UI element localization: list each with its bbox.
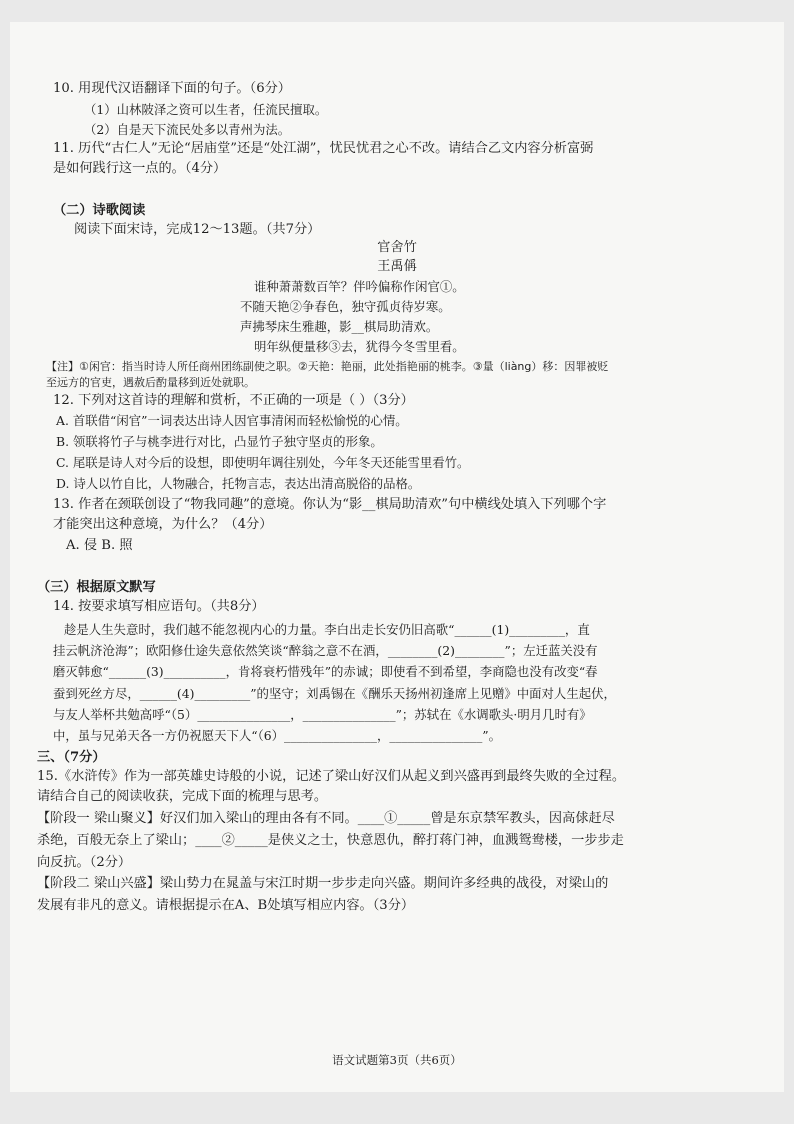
poem-note-line-1: 【注】①闲官：指当时诗人所任商州团练副使之职。②天艳：艳丽，此处指艳丽的桃李。③量（liàng）移：因罪被贬 — [46, 360, 609, 373]
question-11-line-2: 是如何践行这一点的。（4分） — [53, 161, 227, 176]
question-13-options: A. 侵 B. 照 — [66, 538, 133, 553]
poem-line-4: 明年纵便量移③去，犹得今冬雪里看。 — [254, 339, 465, 354]
part-three-heading: 三、（7分） — [37, 750, 106, 765]
stage-1-line-1: 【阶段一 梁山聚义】好汉们加入梁山的理由各有不同。____①_____曾是东京禁军教头，因高俅赶尽 — [37, 811, 615, 826]
question-11-line-1: 11. 历代“古仁人”无论“居庙堂”还是“处江湖”，忧民忧君之心不改。请结合乙文内容分析富弼 — [53, 141, 594, 156]
question-15-line-2: 请结合自己的阅读收获，完成下面的梳理与思考。 — [37, 789, 328, 804]
poetry-intro: 阅读下面宋诗，完成12～13题。（共7分） — [74, 222, 321, 237]
poem-line-1: 谁种萧萧数百竿？伴吟偏称作闲官①。 — [254, 279, 465, 294]
stage-2-line-1: 【阶段二 梁山兴盛】梁山势力在晁盖与宋江时期一步步走向兴盛。期间许多经典的战役，对梁山的 — [37, 876, 609, 891]
question-10: 10. 用现代汉语翻译下面的句子。（6分） — [53, 81, 291, 96]
poem-note-line-2: 至远方的官吏，遇赦后酌量移到近处就职。 — [46, 376, 255, 389]
section-poetry-heading: （二）诗歌阅读 — [53, 203, 146, 218]
exam-page — [10, 22, 784, 1092]
question-14-line-6: 中，虽与兄弟天各一方仍祝愿天下人“（6）_______________，_______________”。 — [53, 728, 502, 743]
page-content — [10, 22, 784, 1092]
poem-line-2: 不随天艳②争春色，独守孤贞待岁寒。 — [240, 299, 451, 314]
stage-1-line-3: 向反抗。（2分） — [37, 855, 132, 870]
question-12-option-d: D. 诗人以竹自比，人物融合，托物言志，表达出清高脱俗的品格。 — [56, 476, 421, 491]
question-14-line-2: 挂云帆济沧海”；欧阳修仕途失意依然笑谈“醉翁之意不在酒，________(2)________”；左迁蓝关没有 — [53, 643, 598, 658]
question-12: 12. 下列对这首诗的理解和赏析，不正确的一项是（ ）（3分） — [53, 393, 414, 408]
question-15-line-1: 15.《水浒传》作为一部英雄史诗般的小说，记述了梁山好汉们从起义到兴盛再到最终失败的全过程。 — [37, 769, 626, 784]
question-14-line-1: 趁是人生失意时，我们越不能忽视内心的力量。李白出走长安仍旧高歌“______(1)_________，直 — [64, 622, 590, 637]
question-10-sentence-2: （2）自是天下流民处多以青州为法。 — [84, 122, 291, 137]
question-14-line-4: 蚕到死丝方尽，______(4)_________”的坚守；刘禹锡在《酬乐天扬州初逢席上见赠》中面对人生起伏， — [53, 686, 616, 701]
stage-1-line-2: 杀绝，百般无奈上了梁山；____②_____是侠义之士，快意恩仇，醉打蒋门神，血溅鸳鸯楼，一步步走 — [37, 833, 624, 848]
poem-author: 王禹偁 — [377, 259, 417, 274]
question-13-line-1: 13. 作者在颈联创设了“物我同趣”的意境。你认为“影__棋局助清欢”句中横线处填入下列哪个字 — [53, 497, 607, 512]
stage-2-line-2: 发展有非凡的意义。请根据提示在A、B处填写相应内容。（3分） — [37, 898, 415, 913]
poem-line-3: 声拂琴床生雅趣，影__棋局助清欢。 — [240, 319, 439, 334]
poem-title: 官舍竹 — [377, 240, 417, 255]
question-12-option-b: B. 领联将竹子与桃李进行对比，凸显竹子独守坚贞的形象。 — [56, 434, 383, 449]
section-recitation-heading: （三）根据原文默写 — [37, 580, 156, 595]
question-12-option-c: C. 尾联是诗人对今后的设想，即使明年调往别处，今年冬天还能雪里看竹。 — [56, 455, 470, 470]
question-14: 14. 按要求填写相应语句。（共8分） — [53, 599, 265, 614]
question-14-line-5: 与友人举杯共勉高呼“（5）_______________，_______________”；苏轼在《水调歌头·明月几时有》 — [53, 707, 592, 722]
page-footer: 语文试题第3页（共6页） — [332, 1053, 462, 1067]
question-10-sentence-1: （1）山林陂泽之资可以生者，任流民擅取。 — [84, 102, 328, 117]
question-13-line-2: 才能突出这种意境，为什么？（4分） — [53, 517, 273, 532]
question-12-option-a: A. 首联借“闲官”一词表达出诗人因官事清闲而轻松愉悦的心情。 — [56, 413, 408, 428]
question-14-line-3: 磨灭韩愈“______(3)__________，肯将衰朽惜残年”的赤诚；即使看不到希望，李商隐也没有改变“春 — [53, 664, 598, 679]
